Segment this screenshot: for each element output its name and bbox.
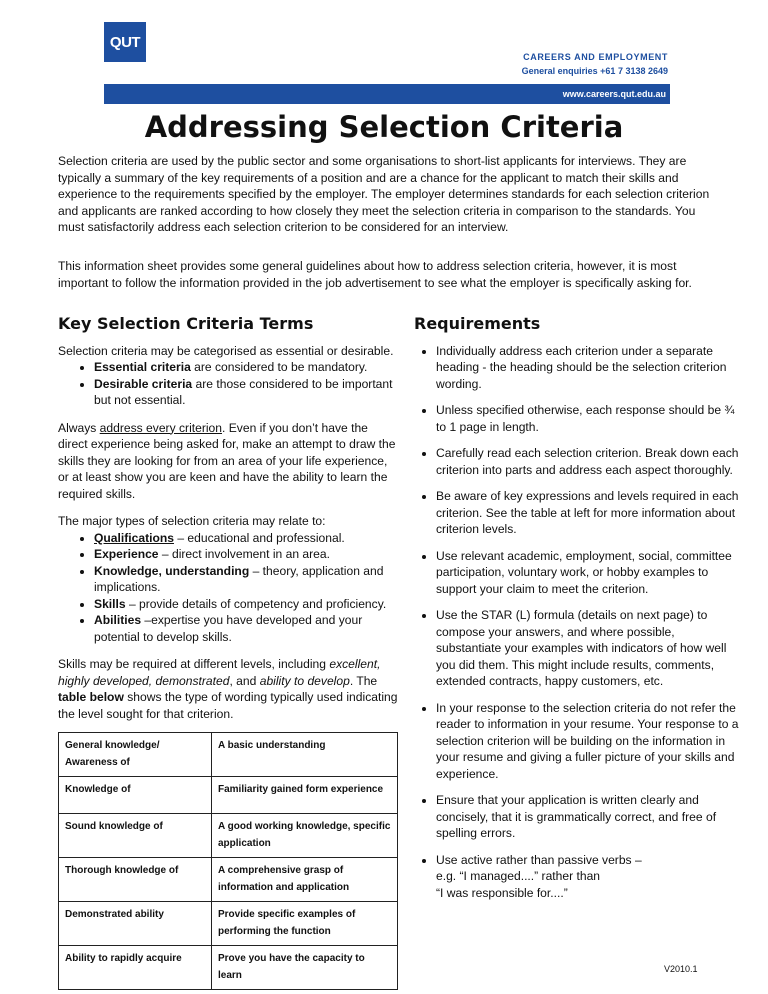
list-item: • Essential criteria are considered to be mandatory. <box>94 359 398 376</box>
intro-paragraph-1: Selection criteria are used by the public sector and some organisations to short-list applicants for interviews. They are typically a summary of the key requirements of a position and are a chance for the applicant to match their skills and experience to the requirements specified by the employer. The employer determines standards for each selection criterion and applicants are ranked according to how closely they meet the selection criteria in comparison to the standards. You must satisfactorily address each selection criterion to be considered for an interview. <box>58 154 710 234</box>
list-item: • Use relevant academic, employment, social, committee participation, voluntary work, or hobby examples to support your claim to meet the criterion. <box>436 548 740 598</box>
enquiries-line: General enquiries +61 7 3138 2649 <box>521 66 668 76</box>
table-row <box>59 858 398 902</box>
levels-paragraph: Skills may be required at different levels, including excellent, highly developed, demonstrated, and ability to develop. The table below shows the type of wording typically used indicating the level sought for that criterion. <box>58 657 398 721</box>
list-item: • In your response to the selection criteria do not refer the reader to information in your resume. Your response to a selection criterion will be building on the information in your resume and giving a fuller picture of your skills and experience. <box>436 700 740 783</box>
table-cell: Sound knowledge of <box>59 814 212 858</box>
intro-paragraph-2: This information sheet provides some general guidelines about how to address selection criteria, however, it is most important to follow the information provided in the job advertisement to see what the employer is specifically asking for. <box>58 259 692 290</box>
terms-intro: Selection criteria may be categorised as essential or desirable. <box>58 343 394 358</box>
list-item: • Individually address each criterion under a separate heading - the heading should be the selection criterion wording. <box>436 343 740 393</box>
table-cell: Familiarity gained form experience <box>212 777 398 814</box>
list-item: • Use the STAR (L) formula (details on next page) to compose your answers, and where possible, substantiate your examples with indicators of how well you did them. This might include results, comments, extended contracts, happy customers, etc. <box>436 607 740 690</box>
table-row <box>59 814 398 858</box>
table-row <box>59 777 398 814</box>
page-title: Addressing Selection Criteria <box>144 110 624 144</box>
version-label: V2010.1 <box>664 964 698 974</box>
list-item: • Knowledge, understanding – theory, application and implications. <box>94 563 398 596</box>
org-name: CAREERS AND EMPLOYMENT <box>523 52 668 62</box>
qut-logo: QUT <box>104 22 146 62</box>
table-row <box>59 946 398 990</box>
requirements-heading: Requirements <box>414 314 541 333</box>
table-cell: Prove you have the capacity to learn <box>212 946 398 990</box>
website-bar <box>104 84 670 104</box>
list-item: • Desirable criteria are those considered to be important but not essential. <box>94 376 398 409</box>
table-cell: A good working knowledge, specific application <box>212 814 398 858</box>
criteria-categories <box>58 359 398 409</box>
website-link[interactable]: www.careers.qut.edu.au <box>562 89 666 99</box>
list-item: • Unless specified otherwise, each response should be ¾ to 1 page in length. <box>436 402 740 435</box>
table-cell: Demonstrated ability <box>59 902 212 946</box>
table-cell: General knowledge/ Awareness of <box>59 733 212 777</box>
list-item: • Use active rather than passive verbs – e.g. “I managed....” rather than “I was responsible for....” <box>436 852 740 902</box>
list-item: • Carefully read each selection criterion. Break down each criterion into parts and address each aspect thoroughly. <box>436 445 740 478</box>
table-row <box>59 733 398 777</box>
table-cell: Provide specific examples of performing the function <box>212 902 398 946</box>
list-item: • Qualifications – educational and professional. <box>94 530 398 547</box>
list-item: • Skills – provide details of competency and proficiency. <box>94 596 398 613</box>
always-paragraph: Always address every criterion. Even if you don’t have the direct experience being asked for, make an attempt to draw the skills they are looking for from an area of your life experience, or at least show you are keen and have the ability to learn the required skills. <box>58 420 396 501</box>
list-item: • Experience – direct involvement in an area. <box>94 546 398 563</box>
list-item: • Abilities –expertise you have developed and your potential to develop skills. <box>94 612 398 645</box>
criterion-levels-table <box>58 732 398 990</box>
table-cell: Knowledge of <box>59 777 212 814</box>
list-item: • Ensure that your application is written clearly and concisely, that it is grammatically correct, and free of spelling errors. <box>436 792 740 842</box>
table-cell: A comprehensive grasp of information and application <box>212 858 398 902</box>
terms-column <box>58 316 398 990</box>
criteria-types <box>58 530 398 646</box>
table-cell: Thorough knowledge of <box>59 858 212 902</box>
terms-heading: Key Selection Criteria Terms <box>58 314 314 333</box>
requirements-list <box>414 343 740 902</box>
types-intro: The major types of selection criteria may relate to: <box>58 514 326 528</box>
table-cell: Ability to rapidly acquire <box>59 946 212 990</box>
table-row <box>59 902 398 946</box>
requirements-column <box>414 316 740 912</box>
list-item: • Be aware of key expressions and levels required in each criterion. See the table at left for more information about criterion levels. <box>436 488 740 538</box>
table-cell: A basic understanding <box>212 733 398 777</box>
